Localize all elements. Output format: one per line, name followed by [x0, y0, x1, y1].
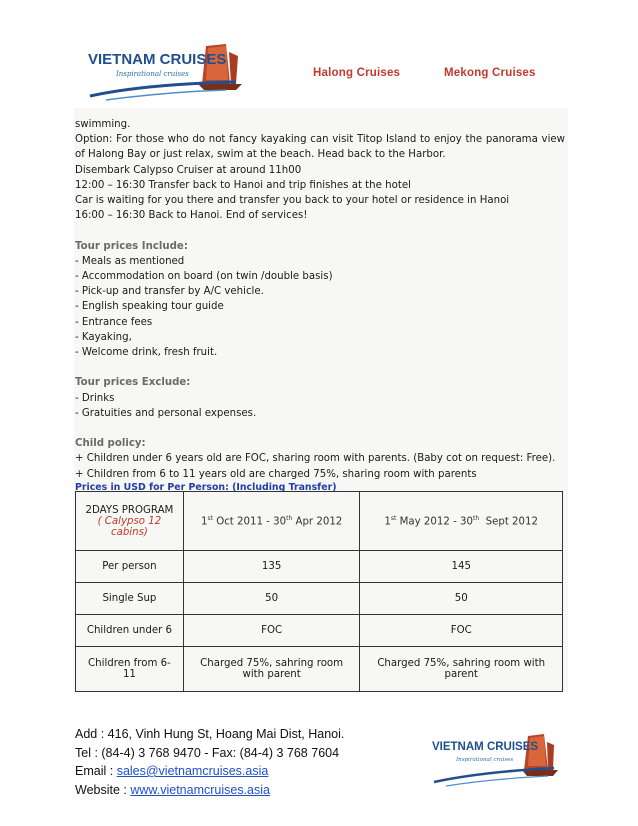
itinerary-line: Option: For those who do not fancy kayaking can visit Titop Island to enjoy the panorama view of Halong Bay or just relax, swim at the beach. Head back to the Harbor.	[75, 134, 565, 161]
season1-header-cell: 1st Oct 2011 - 30th Apr 2012	[183, 492, 360, 551]
website-link[interactable]: www.vietnamcruises.asia	[130, 782, 270, 797]
row-label: Children from 6-11	[76, 647, 184, 692]
include-item: - Entrance fees	[75, 316, 153, 328]
child-policy-heading: Child policy:	[75, 438, 146, 450]
logo-title: VIETNAM CRUISES	[88, 51, 227, 68]
email-link[interactable]: sales@vietnamcruises.asia	[116, 764, 269, 778]
include-item: - Pick-up and transfer by A/C vehicle.	[75, 286, 264, 298]
logo-tagline: Inspirational cruises	[116, 70, 189, 78]
itinerary-line: 12:00 – 16:30 Transfer back to Hanoi and trip finishes at the hotel	[75, 179, 411, 191]
exclude-heading: Tour prices Exclude:	[75, 377, 191, 389]
table-row	[76, 583, 563, 615]
itinerary-line: swimming.	[75, 119, 131, 130]
row-value: 50	[183, 583, 360, 615]
email-line: Email : sales@vietnamcruises.asia	[75, 764, 269, 778]
row-label: Per person	[76, 551, 184, 583]
itinerary-line: Disembark Calypso Cruiser at around 11h00	[75, 164, 302, 176]
program-header-cell	[76, 492, 184, 551]
phone-line: Tel : (84-4) 3 768 9470 - Fax: (84-4) 3 768 7604	[75, 745, 340, 760]
row-value: FOC	[360, 615, 563, 647]
include-item: - English speaking tour guide	[75, 301, 224, 313]
row-value: Charged 75%, sahring room with parent	[183, 647, 360, 692]
contact-footer	[75, 725, 344, 799]
program-name: 2DAYS PROGRAM	[85, 504, 174, 516]
exclude-item: - Gratuities and personal expenses.	[75, 407, 257, 419]
svg-text:VIETNAM CRUISES: VIETNAM CRUISES	[432, 741, 539, 753]
website-line: Website : www.vietnamcruises.asia	[75, 782, 270, 797]
row-value: 145	[360, 551, 563, 583]
row-value: FOC	[183, 615, 360, 647]
itinerary-line: Car is waiting for you there and transfer you back to your hotel or residence in Hanoi	[75, 195, 510, 207]
prices-title: Prices in USD for Per Person: (Including Transfer)	[75, 481, 337, 493]
child-policy-item: + Children under 6 years old are FOC, sharing room with parents. (Baby cot on request: Free).	[75, 453, 556, 465]
season2-header-cell: 1st May 2012 - 30th Sept 2012	[360, 492, 563, 551]
itinerary-line: 16:00 – 16:30 Back to Hanoi. End of services!	[75, 210, 308, 222]
svg-text:Inspirational cruises: Inspirational cruises	[456, 757, 514, 763]
include-item: - Meals as mentioned	[75, 255, 185, 267]
include-item: - Accommodation on board (on twin /double basis)	[75, 271, 333, 283]
row-label: Single Sup	[76, 583, 184, 615]
footer-logo	[430, 732, 570, 788]
include-item: - Welcome drink, fresh fruit.	[75, 347, 218, 359]
row-value: Charged 75%, sahring room with parent	[360, 647, 563, 692]
nav-mekong-cruises[interactable]: Mekong Cruises	[444, 67, 536, 79]
row-value: 50	[360, 583, 563, 615]
tour-details	[75, 117, 565, 494]
nav-halong-cruises[interactable]: Halong Cruises	[313, 67, 401, 79]
child-policy-item: + Children from 6 to 11 years old are charged 75%, sharing room with parents	[75, 468, 477, 480]
vietnam-cruises-logo[interactable]	[86, 40, 271, 102]
include-heading: Tour prices Include:	[75, 240, 188, 252]
row-label: Children under 6	[76, 615, 184, 647]
exclude-item: - Drinks	[75, 392, 115, 404]
table-row	[76, 551, 563, 583]
address-line: Add : 416, Vinh Hung St, Hoang Mai Dist, Hanoi.	[75, 727, 345, 741]
price-table	[75, 491, 563, 692]
table-row	[76, 615, 563, 647]
table-header-row	[76, 492, 563, 551]
row-value: 135	[183, 551, 360, 583]
include-item: - Kayaking,	[75, 331, 132, 343]
table-row	[76, 647, 563, 692]
page-header	[0, 0, 638, 110]
program-subtitle: ( Calypso 12 cabins)	[97, 515, 162, 538]
